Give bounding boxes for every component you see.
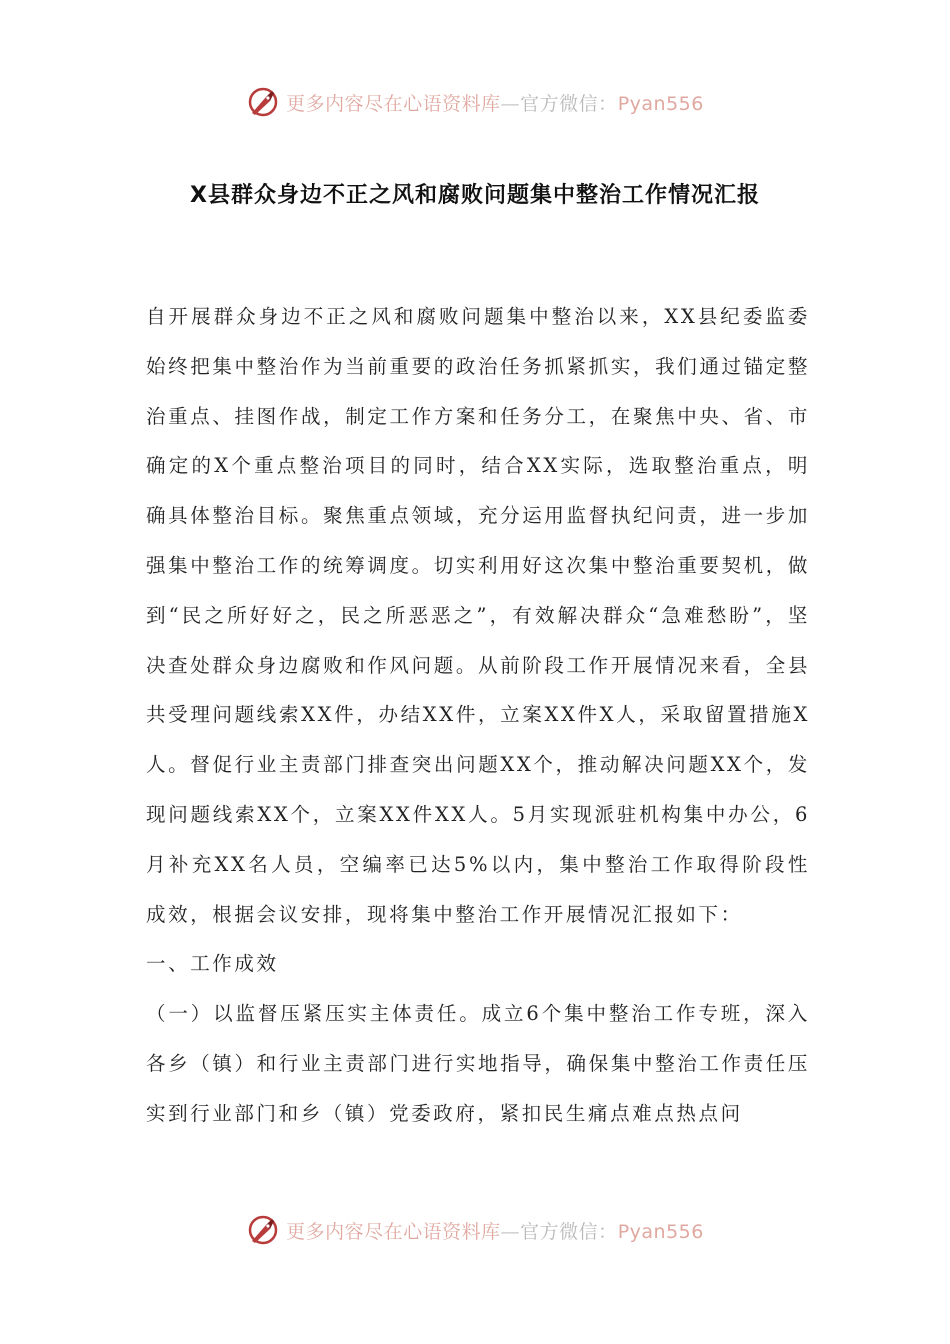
watermark-separator: —: [500, 92, 521, 115]
body-paragraph-subsection-1: （一）以监督压紧压实主体责任。成立6个集中整治工作专班，深入各乡（镇）和行业主责部门进行实地指导，确保集中整治工作责任压实到行业部门和乡（镇）党委政府，紧扣民生痛点难点热点问: [146, 1002, 810, 1125]
document-body: [146, 292, 810, 1139]
watermark-site-text: 更多内容尽在心语资料库: [286, 1220, 501, 1243]
watermark-id: Pyan556: [617, 92, 704, 115]
section-heading-work-results: 一、工作成效: [146, 952, 279, 976]
document-title: X县群众身边不正之风和腐败问题集中整治工作情况汇报: [190, 183, 760, 208]
watermark-footer: [0, 1210, 950, 1250]
pen-nib-circle-logo-icon: [246, 85, 280, 119]
watermark-site-text: 更多内容尽在心语资料库: [286, 92, 501, 115]
watermark-id: Pyan556: [617, 1220, 704, 1243]
watermark-header: [0, 82, 950, 122]
watermark-label: 官方微信：: [520, 1220, 618, 1243]
watermark-separator: —: [500, 1220, 521, 1243]
watermark-text: [286, 89, 704, 116]
pen-nib-circle-logo-icon: [246, 1213, 280, 1247]
body-paragraph-intro: 自开展群众身边不正之风和腐败问题集中整治以来，XX县纪委监委始终把集中整治作为当前重要的政治任务抓紧抓实，我们通过锚定整治重点、挂图作战，制定工作方案和任务分工，在聚焦中央、省、市确定的X个重点整治项目的同时，结合XX实际，选取整治重点，明确具体整治目标。聚焦重点领域，充分运用监督执纪问责，进一步加强集中整治工作的统筹调度。切实利用好这次集中整治重要契机，做到“民之所好好之，民之所恶恶之”，有效解决群众“急难愁盼”，坚决查处群众身边腐败和作风问题。从前阶段工作开展情况来看，全县共受理问题线索XX件，办结XX件，立案XX件X人，采取留置措施X人。督促行业主责部门排查突出问题XX个，推动解决问题XX个，发现问题线索XX个，立案XX件XX人。5月实现派驻机构集中办公，6月补充XX名人员，空编率已达5%以内，集中整治工作取得阶段性成效，根据会议安排，现将集中整治工作开展情况汇报如下：: [146, 305, 810, 926]
watermark-text: [286, 1217, 704, 1244]
watermark-label: 官方微信：: [520, 92, 618, 115]
